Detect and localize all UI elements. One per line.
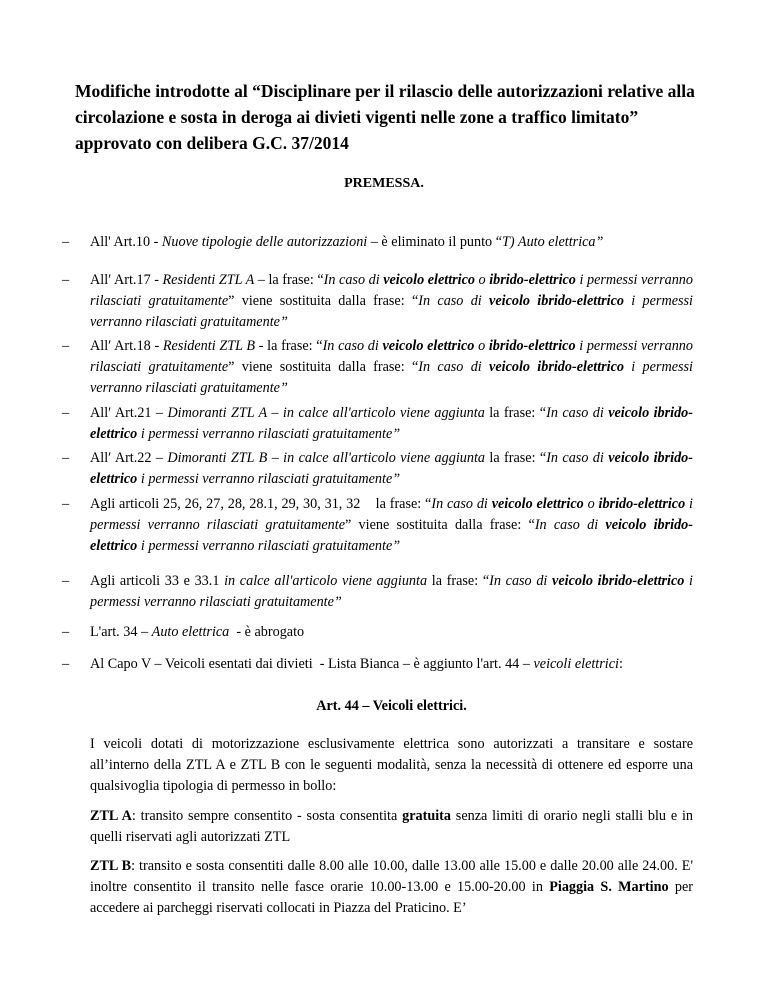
ztl-a-text: : transito sempre consentito - sosta consentita (131, 808, 403, 824)
item-italic: In caso di (323, 272, 384, 288)
bullet-dash: – (62, 234, 70, 250)
section-heading: PREMESSA. (344, 176, 424, 191)
list-item (62, 571, 693, 613)
item-text: la frase: “ (427, 573, 490, 589)
bullet-dash: – (62, 573, 70, 589)
item-text: ” viene sostituita dalla frase: “ (345, 517, 535, 533)
item-text: All′ Art.17 - (90, 272, 163, 288)
bullet-dash: – (62, 450, 70, 466)
item-italic: i permessi verranno rilasciati gratuitamente (90, 496, 693, 533)
ztl-a-paragraph (90, 806, 693, 848)
item-italic: In caso di (322, 338, 383, 354)
item-italic: Residenti ZTL B (162, 338, 256, 354)
item-italic: i permessi verranno rilasciati gratuitamente” (90, 293, 693, 330)
list-item (62, 336, 693, 399)
item-bold-italic: ibrido-elettrico (598, 496, 686, 512)
ztl-b-text: per accedere ai parcheggi riservati collocati in Piazza del Praticino. E’ (90, 879, 693, 916)
item-italic: o (474, 338, 489, 354)
item-italic: i permessi verranno rilasciati gratuitamente” (137, 538, 401, 554)
item-italic: In caso di (418, 359, 490, 375)
item-text: Al Capo V – Veicoli esentati dai divieti - Lista Bianca – è aggiunto l'art. 44 – (90, 656, 534, 672)
item-italic: In caso di (546, 405, 609, 421)
document-title: Modifiche introdotte al “Disciplinare per il rilascio delle autorizzazioni relative alla circolazione e sosta in deroga ai divieti vigenti nelle zone a traffico limitato” approvato con delibera G.C. 37/2014 (75, 81, 695, 153)
item-italic: o (475, 272, 490, 288)
list-item (62, 448, 693, 490)
item-bold-italic: veicolo ibrido-elettrico (489, 293, 624, 309)
item-text: : (618, 656, 623, 672)
item-bold-italic: ibrido-elettrico (489, 272, 576, 288)
item-text: - la frase: “ (255, 338, 323, 354)
item-text: la frase: “ (485, 450, 547, 466)
item-italic: i permessi verranno rilasciati gratuitamente (90, 338, 693, 375)
item-text: ” viene sostituita dalla frase: “ (228, 293, 419, 309)
item-italic: Residenti ZTL A (162, 272, 255, 288)
item-text: Agli articoli 33 e 33.1 (90, 573, 225, 589)
list-item (62, 403, 693, 445)
ztl-b-bold: Piaggia S. Martino (549, 879, 669, 895)
item-bold-italic: veicolo ibrido-elettrico (552, 573, 685, 589)
item-italic: i permessi verranno rilasciati gratuitamente” (137, 471, 401, 487)
item-italic: veicoli elettrici (533, 656, 619, 672)
ztl-a-text: senza limiti di orario negli stalli blu e in quelli riservati agli autorizzati ZTL (90, 808, 694, 845)
item-bold-italic: veicolo ibrido-elettrico (90, 517, 693, 554)
bullet-dash: – (62, 496, 70, 512)
item-italic: In caso di (534, 517, 606, 533)
item-text: ” viene sostituita dalla frase: “ (228, 359, 419, 375)
item-italic: In caso di (489, 573, 553, 589)
list-item (62, 494, 693, 557)
bullet-dash: – (62, 272, 70, 288)
ztl-a-bold: gratuita (402, 808, 451, 824)
item-text: All' Art.10 - (90, 234, 162, 250)
item-italic: in calce all'articolo viene aggiunta (224, 573, 428, 589)
item-text: Agli articoli 25, 26, 27, 28, 28.1, 29, 30, 31, 32 la frase: “ (90, 496, 432, 512)
item-bold-italic: veicolo ibrido-elettrico (90, 450, 693, 487)
item-bold-italic: veicolo elettrico (383, 272, 475, 288)
article-44-intro: I veicoli dotati di motorizzazione esclusivamente elettrica sono autorizzati a transitare e sostare all’interno della ZTL A e ZTL B con le seguenti modalità, senza la necessità di ottenere ed esporre una qualsivoglia tipologia di permesso in bollo: (90, 736, 693, 794)
item-italic: Nuove tipologie delle autorizzazioni (161, 234, 368, 250)
item-text: All′ Art.21 – (90, 405, 168, 421)
item-italic: T) Auto elettrica” (502, 234, 604, 250)
item-italic: In caso di (546, 450, 609, 466)
item-italic: In caso di (418, 293, 490, 309)
item-bold-italic: veicolo ibrido-elettrico (90, 405, 693, 442)
item-italic: Dimoranti ZTL A – in calce all'articolo viene aggiunta (167, 405, 485, 421)
ztl-a-label: ZTL A (90, 808, 132, 824)
bullet-dash: – (62, 624, 70, 640)
item-text: – la frase: “ (254, 272, 324, 288)
item-text: - è abrogato (229, 624, 305, 640)
item-text: All′ Art.22 – (90, 450, 168, 466)
item-bold-italic: veicolo elettrico (491, 496, 584, 512)
item-italic: i permessi verranno rilasciati gratuitamente (90, 272, 693, 309)
ztl-b-text: : transito e sosta consentiti dalle 8.00 alle 10.00, dalle 13.00 alle 15.00 e dalle 20.00 alle 24.00. E' inoltre consentito il transito nelle fasce orarie 10.00-13.00 e 15.00-20.00 in (90, 858, 693, 895)
item-bold-italic: veicolo ibrido-elettrico (489, 359, 624, 375)
item-bold-italic: ibrido-elettrico (488, 338, 576, 354)
item-italic: i permessi verranno rilasciati gratuitamente” (137, 426, 401, 442)
item-italic: In caso di (431, 496, 492, 512)
item-italic: i permessi verranno rilasciati gratuitamente” (90, 359, 693, 396)
ztl-b-label: ZTL B (90, 858, 132, 874)
list-item (62, 622, 693, 643)
item-text: L'art. 34 – (90, 624, 152, 640)
item-italic: Dimoranti ZTL B – in calce all'articolo viene aggiunta (167, 450, 485, 466)
item-text: All′ Art.18 - (90, 338, 163, 354)
bullet-dash: – (62, 656, 70, 672)
item-text: la frase: “ (484, 405, 547, 421)
list-item (62, 654, 693, 675)
item-bold-italic: veicolo elettrico (382, 338, 475, 354)
item-italic: i permessi verranno rilasciati gratuitamente” (90, 573, 693, 610)
bullet-dash: – (62, 405, 70, 421)
item-italic: Auto elettrica (151, 624, 230, 640)
list-item (62, 270, 693, 333)
list-item (62, 232, 693, 253)
item-italic: o (583, 496, 599, 512)
item-text: – è eliminato il punto “ (367, 234, 502, 250)
article-44-title: Art. 44 – Veicoli elettrici. (316, 698, 467, 714)
bullet-dash: – (62, 338, 70, 354)
ztl-b-paragraph (90, 856, 693, 919)
